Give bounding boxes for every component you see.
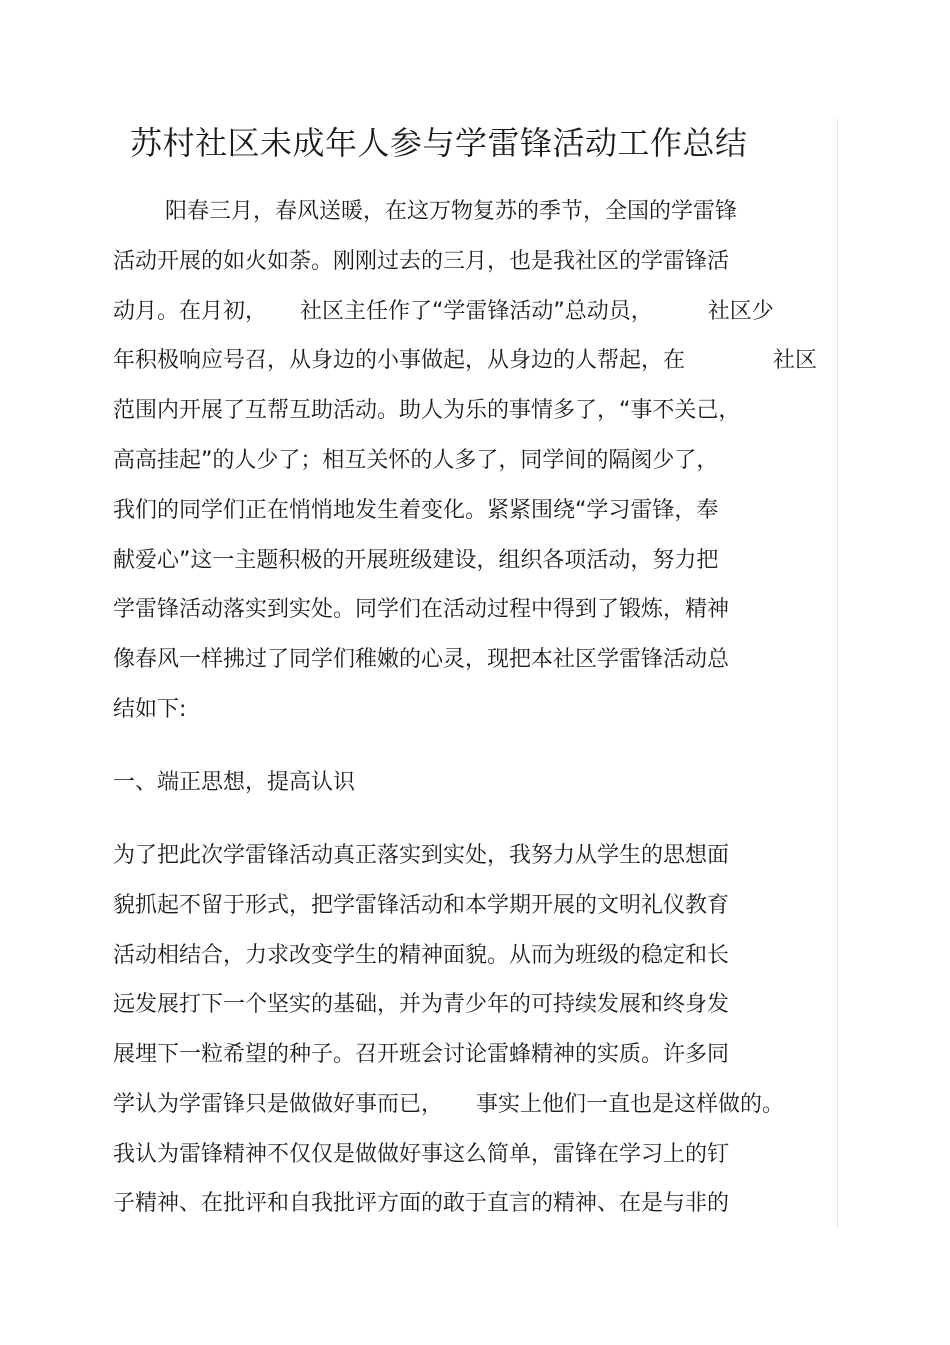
paragraph-line: 学认为学雷锋只是做做好事而已， 事实上他们一直也是这样做的。 (113, 1092, 785, 1117)
section-heading: 一、端正思想，提高认识 (113, 770, 356, 795)
paragraph-line: 动月。在月初， 社区主任作了“学雷锋活动”总动员， 社区少 (113, 299, 774, 324)
paragraph-line: 献爱心”这一主题积极的开展班级建设，组织各项活动，努力把 (113, 548, 719, 573)
paragraph-line: 高高挂起”的人少了；相互关怀的人多了，同学间的隔阂少了， (113, 448, 719, 473)
document-title: 苏村社区未成年人参与学雷锋活动工作总结 (130, 124, 748, 162)
paragraph-line: 学雷锋活动落实到实处。同学们在活动过程中得到了锻炼，精神 (113, 597, 730, 622)
paragraph-line: 为了把此次学雷锋活动真正落实到实处，我努力从学生的思想面 (113, 843, 730, 868)
paragraph-line: 年积极响应号召，从身边的小事做起，从身边的人帮起，在 社区 (113, 348, 818, 373)
paragraph-line: 活动开展的如火如荼。刚刚过去的三月，也是我社区的学雷锋活 (113, 249, 730, 274)
paragraph-line: 子精神、在批评和自我批评方面的敢于直言的精神、在是与非的 (113, 1191, 730, 1216)
page-edge-rule (837, 118, 838, 1228)
paragraph-line: 我们的同学们正在悄悄地发生着变化。紧紧围绕“学习雷锋，奉 (113, 498, 719, 523)
paragraph-line: 阳春三月，春风送暖，在这万物复苏的季节，全国的学雷锋 (165, 199, 738, 224)
paragraph-line: 活动相结合，力求改变学生的精神面貌。从而为班级的稳定和长 (113, 943, 730, 968)
paragraph-line: 貌抓起不留于形式，把学雷锋活动和本学期开展的文明礼仪教育 (113, 893, 730, 918)
paragraph-line: 远发展打下一个坚实的基础，并为青少年的可持续发展和终身发 (113, 992, 730, 1017)
paragraph-line: 我认为雷锋精神不仅仅是做做好事这么简单，雷锋在学习上的钉 (113, 1142, 730, 1167)
paragraph-line: 范围内开展了互帮互助活动。助人为乐的事情多了，“事不关己， (113, 398, 741, 423)
paragraph-line: 展埋下一粒希望的种子。召开班会讨论雷蜂精神的实质。许多同 (113, 1042, 730, 1067)
paragraph-line: 像春风一样拂过了同学们稚嫩的心灵，现把本社区学雷锋活动总 (113, 647, 730, 672)
paragraph-line: 结如下: (113, 697, 187, 722)
